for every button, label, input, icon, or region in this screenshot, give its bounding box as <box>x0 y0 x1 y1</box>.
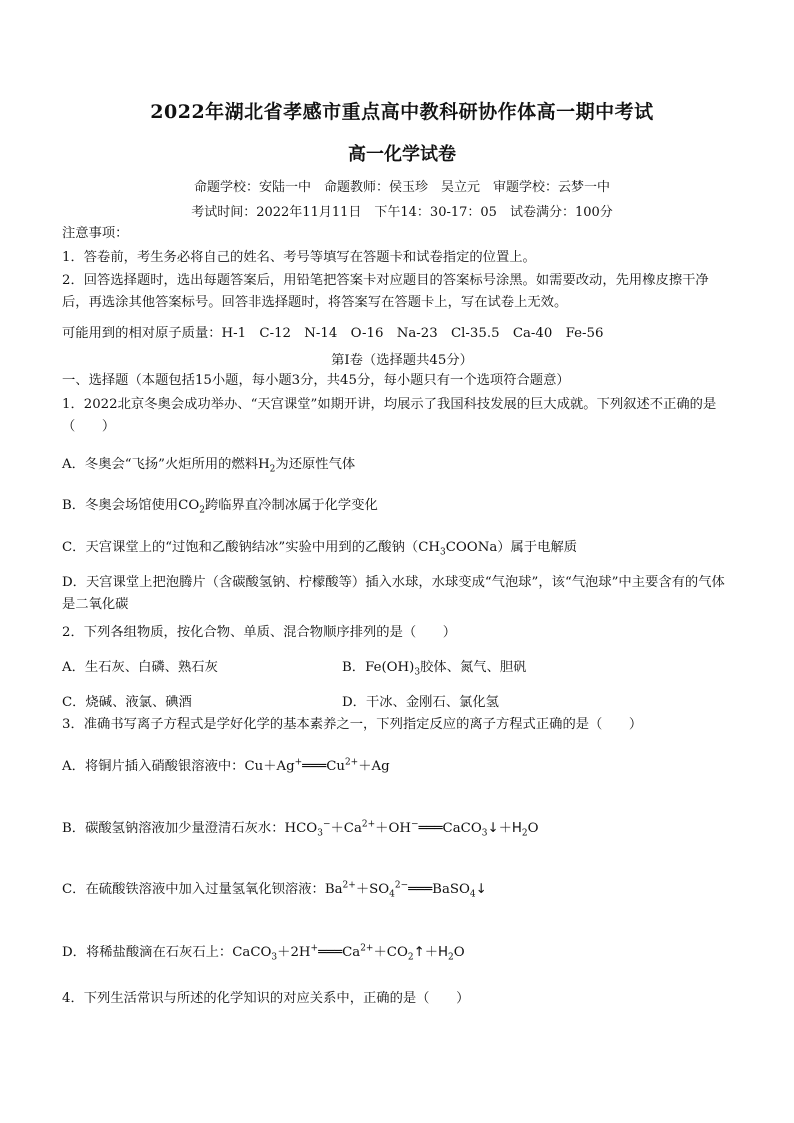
q3-option-b <box>62 821 539 837</box>
q3-c-eq-tail: ↓ <box>475 882 487 897</box>
q1-b-text: B．冬奥会场馆使用 <box>62 498 179 513</box>
q3-d-eq-r2: ＋CO <box>373 945 408 960</box>
q2-b-sub: 3 <box>414 667 421 678</box>
notes-item-2: 2．回答选择题时，选出每题答案后，用铅笔把答案卡对应题目的答案标号涂黑。如需要改动，先用橡皮擦干净后，再选涂其他答案标号。回答非选择题时，将答案写在答题卡上，写在试卷上无效。 <box>62 273 709 310</box>
q3-b-text: B．碳酸氢钠溶液加少量澄清石灰水： <box>62 821 285 836</box>
q3-a-sup2: 2+ <box>344 757 359 768</box>
q3-b-eq-sign: ═══ <box>418 821 443 836</box>
q1-c-text: C．天宫课堂上的“过饱和乙酸钠结冰”实验中用到的乙酸钠（ <box>62 540 419 555</box>
q3-a-eq-left: Cu＋Ag <box>244 759 295 774</box>
q3-c-eq1-sup: 2+ <box>342 880 356 891</box>
q1-stem: 1．2022北京冬奥会成功举办、“天宫课堂”如期开讲，均展示了我国科技发展的巨大成就。下列叙述不正确的是（ ） <box>62 397 717 434</box>
q3-option-d <box>62 945 465 961</box>
q1-b-tail: 跨临界直冷制冰属于化学变化 <box>204 498 378 513</box>
q4-stem: 4．下列生活常识与所述的化学知识的对应关系中，正确的是（ ） <box>62 991 470 1006</box>
q3-d-eq-r2-sub: 2 <box>407 952 414 963</box>
q1-c-formula1: CH <box>418 540 440 555</box>
q1-c-formula2: COONa <box>445 540 498 555</box>
q2-option-a: A．生石灰、白磷、熟石灰 <box>62 660 218 675</box>
q3-b-eq-tail2: O <box>527 821 539 836</box>
q3-c-eq2-sup: 2− <box>394 880 409 891</box>
q3-b-eq1-sub: 3 <box>317 828 323 839</box>
q1-a-sub: 2 <box>269 464 276 475</box>
q1-a-text: A．冬奥会“飞扬”火炬所用的燃料 <box>62 457 259 472</box>
part1-heading: 第Ⅰ卷（选择题共45分） <box>331 353 473 368</box>
q2-b-formula: Fe(OH) <box>365 660 415 675</box>
q3-d-eq-right: Ca <box>342 945 361 960</box>
q3-d-eq2: ＋2H <box>277 945 311 960</box>
q3-c-text: C．在硫酸铁溶液中加入过量氢氧化钡溶液： <box>62 882 325 897</box>
q1-b-formula: CO <box>178 498 200 513</box>
q3-b-eq3-sup: − <box>410 819 419 830</box>
q3-d-text: D．将稀盐酸滴在石灰石上： <box>62 945 233 960</box>
q3-b-eq2: ＋Ca <box>330 821 362 836</box>
part1-instructions: 一、选择题（本题包括15小题，每小题3分，共45分，每小题只有一个选项符合题意） <box>62 373 570 388</box>
q3-b-eq1: HCO <box>284 821 318 836</box>
q3-option-c <box>62 882 487 898</box>
q3-b-eq-right-sub: 3 <box>481 828 488 839</box>
q3-b-eq-tail-sub: 2 <box>521 828 528 839</box>
q2-b-prefix: B． <box>342 660 366 675</box>
q3-a-eq-tail: ＋Ag <box>358 759 390 774</box>
q3-c-eq2-sub: 4 <box>389 889 395 900</box>
q3-d-eq-sign: ═══ <box>318 945 343 960</box>
q1-a-formula: H <box>258 457 270 472</box>
notes-item-1: 1．答卷前，考生务必将自己的姓名、考号等填写在答题卡和试卷指定的位置上。 <box>62 250 536 265</box>
q3-d-eq-tail2: O <box>453 945 465 960</box>
q3-b-eq-right: CaCO <box>442 821 482 836</box>
q3-d-eq-tail-sub: 2 <box>448 952 454 963</box>
q3-d-eq1: CaCO <box>232 945 272 960</box>
q1-c-sub: 3 <box>439 547 446 558</box>
q3-c-eq1: Ba <box>324 882 343 897</box>
q3-a-sup1: + <box>294 757 303 768</box>
q3-a-eq-right: Cu <box>326 759 345 774</box>
q1-option-c <box>62 540 577 556</box>
q3-c-eq-sign: ═══ <box>408 882 433 897</box>
q3-c-eq-right-sub: 4 <box>469 889 476 900</box>
q1-option-d: D．天宫课堂上把泡腾片（含碳酸氢钠、柠檬酸等）插入水球，水球变成“气泡球”，该“气泡球”中主要含有的气体是二氧化碳 <box>62 575 725 612</box>
q1-c-tail: ）属于电解质 <box>497 540 578 555</box>
q3-d-eq2-sup: + <box>310 943 319 954</box>
q2-option-b <box>342 656 527 678</box>
q1-option-b <box>62 498 378 514</box>
q3-b-eq1-sup: − <box>322 819 331 830</box>
q2-stem: 2．下列各组物质，按化合物、单质、混合物顺序排列的是（ ） <box>62 625 457 640</box>
q3-c-eq2: ＋SO <box>355 882 390 897</box>
author-line: 命题学校：安陆一中 命题教师：侯玉珍 吴立元 审题学校：云梦一中 <box>193 180 610 195</box>
q3-b-eq2-sup: 2+ <box>361 819 376 830</box>
q3-b-eq-tail: ↓＋H <box>487 821 522 836</box>
q1-b-sub: 2 <box>199 505 205 516</box>
q3-b-eq3: ＋OH <box>375 821 411 836</box>
q3-d-eq-right-sup: 2+ <box>360 943 374 954</box>
q2-option-c: C．烧碱、液氯、碘酒 <box>62 695 192 710</box>
atomic-masses: 可能用到的相对原子质量：H-1 C-12 N-14 O-16 Na-23 Cl-35.5 Ca-40 Fe-56 <box>62 326 604 341</box>
q3-d-eq1-sub: 3 <box>271 952 278 963</box>
q3-a-text: A．将铜片插入硝酸银溶液中： <box>62 759 245 774</box>
q3-stem: 3．准确书写离子方程式是学好化学的基本素养之一，下列指定反应的离子方程式正确的是（ ） <box>62 717 643 732</box>
exam-info-line: 考试时间：2022年11月11日 下午14：30-17：05 试卷满分：100分 <box>191 205 613 220</box>
exam-subtitle: 高一化学试卷 <box>348 144 456 165</box>
q2-option-d: D．干冰、金刚石、氯化氢 <box>342 695 499 710</box>
q2-b-tail: 胶体、氮气、胆矾 <box>420 660 527 675</box>
q3-a-eq-sign: ═══ <box>302 759 327 774</box>
q3-c-eq-right: BaSO <box>432 882 470 897</box>
q3-option-a <box>62 759 390 775</box>
q1-option-a <box>62 457 355 473</box>
q3-d-eq-tail: ↑＋H <box>413 945 449 960</box>
q1-a-tail: 为还原性气体 <box>275 457 356 472</box>
exam-title: 2022年湖北省孝感市重点高中教科研协作体高一期中考试 <box>150 101 654 123</box>
notes-heading: 注意事项： <box>62 226 129 241</box>
